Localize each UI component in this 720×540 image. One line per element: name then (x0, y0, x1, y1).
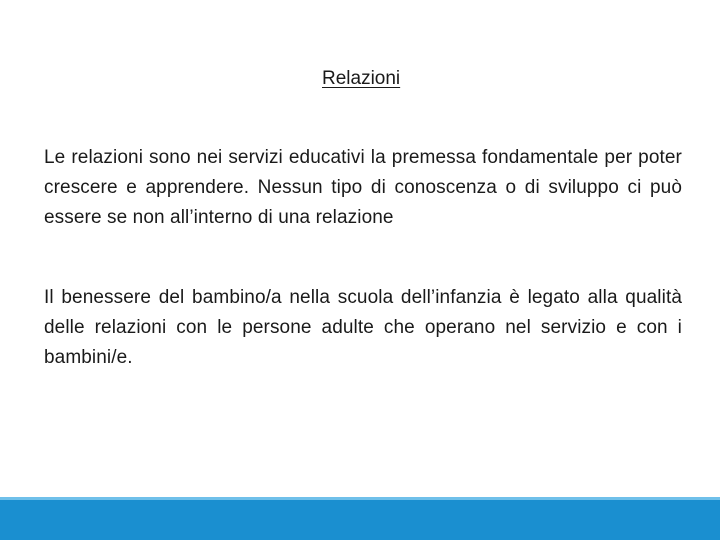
slide-title: Relazioni (322, 68, 401, 89)
footer-bar (0, 500, 720, 540)
paragraph-benessere: Il benessere del bambino/a nella scuola dell’infanzia è legato alla qualità delle relazioni con le persone adulte che operano nel servizio e con i bambini/e. (44, 287, 682, 368)
paragraph-relazioni: Le relazioni sono nei servizi educativi la premessa fondamentale per poter crescere e apprendere. Nessun tipo di conoscenza o di sviluppo ci può essere se non all’interno di una relazione (44, 147, 682, 228)
